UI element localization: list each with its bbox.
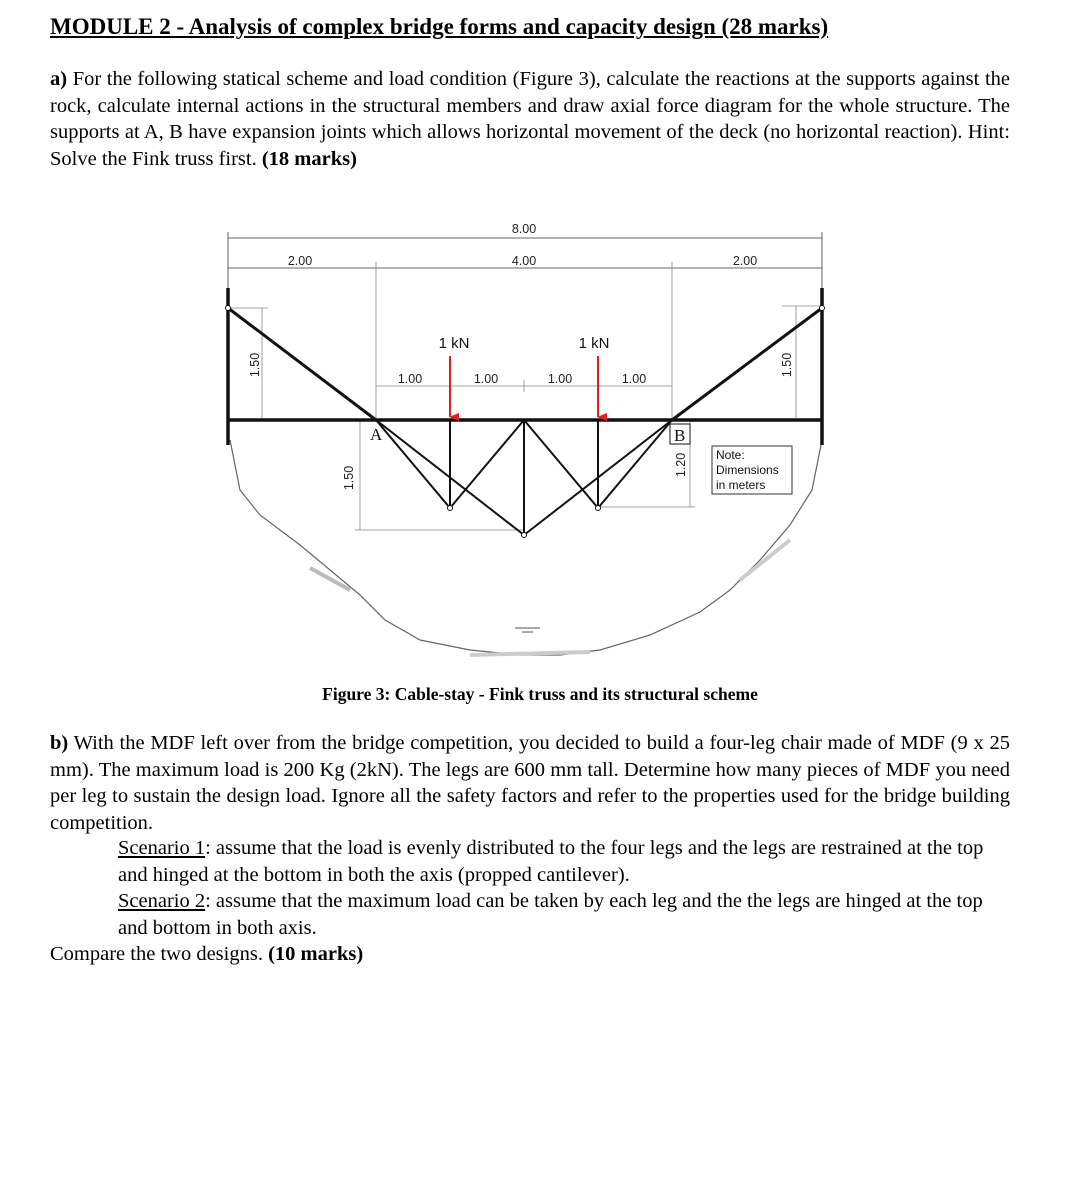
dim-left: 2.00: [287, 254, 313, 268]
load-2-label: 1 kN: [578, 335, 610, 352]
part-b-label: b): [50, 732, 69, 754]
scenario-1-label: Scenario 1: [118, 837, 206, 859]
note-line-1: Note:: [716, 448, 745, 462]
dim-panel-3: 1.00: [547, 372, 573, 386]
part-a-marks: (18 marks): [261, 147, 357, 170]
scenario-2: [118, 888, 1010, 941]
support-a-label: A: [370, 425, 383, 444]
dim-panel-2: 1.00: [473, 372, 499, 386]
scenario-1-text: : assume that the load is evenly distributed to the four legs and the legs are restrained at the top and hinged at the bottom in both the axis (propped cantilever).: [118, 837, 984, 886]
note-line-3: in meters: [716, 478, 766, 492]
compare-line: [50, 941, 1010, 968]
module-title: MODULE 2 - Analysis of complex bridge forms and capacity design (28 marks): [50, 14, 829, 39]
dim-right: 2.00: [732, 254, 758, 268]
fink-truss: [376, 420, 672, 535]
part-a-label: a): [50, 68, 68, 90]
dim-panel-1: 1.00: [397, 372, 423, 386]
dim-panel-4: 1.00: [621, 372, 647, 386]
dim-total: 8.00: [511, 222, 537, 236]
part-b-paragraph: [50, 730, 1010, 836]
compare-marks: (10 marks): [268, 943, 364, 965]
dim-b-depth: 1.20: [674, 452, 688, 478]
scenario-2-text: : assume that the maximum load can be taken by each leg and the the legs are hinged at the top and bottom in both axis.: [118, 890, 983, 939]
dim-right-height: 1.50: [780, 352, 794, 378]
compare-text: Compare the two designs.: [50, 943, 263, 965]
scenario-1: [118, 835, 1010, 888]
figure-caption: Figure 3: Cable-stay - Fink truss and its structural scheme: [322, 684, 758, 704]
note-line-2: Dimensions: [716, 463, 779, 477]
part-b-text: With the MDF left over from the bridge competition, you decided to build a four-leg chair made of MDF (9 x 25 mm). The maximum load is 200 Kg (2kN). The legs are 600 mm tall. Determine how many pieces of MDF you need per leg to sustain the design load. Ignore all the safety factors and refer to the properties used for the bridge building competition.: [50, 732, 1010, 834]
dim-middle: 4.00: [511, 254, 537, 268]
support-b-label: B: [674, 426, 686, 445]
load-1-label: 1 kN: [438, 335, 470, 352]
dim-left-height: 1.50: [248, 352, 262, 378]
scenario-2-label: Scenario 2: [118, 890, 206, 912]
right-cable: [672, 308, 822, 420]
part-a-text: For the following statical scheme and load condition (Figure 3), calculate the reactions at the supports against the rock, calculate internal actions in the structural members and draw axial force diagram for the whole structure. The supports at A, B have expansion joints which allows horizontal movement of the deck (no horizontal reaction). Hint: Solve the Fink truss first.: [50, 68, 1010, 170]
dim-truss-depth: 1.50: [342, 465, 356, 491]
